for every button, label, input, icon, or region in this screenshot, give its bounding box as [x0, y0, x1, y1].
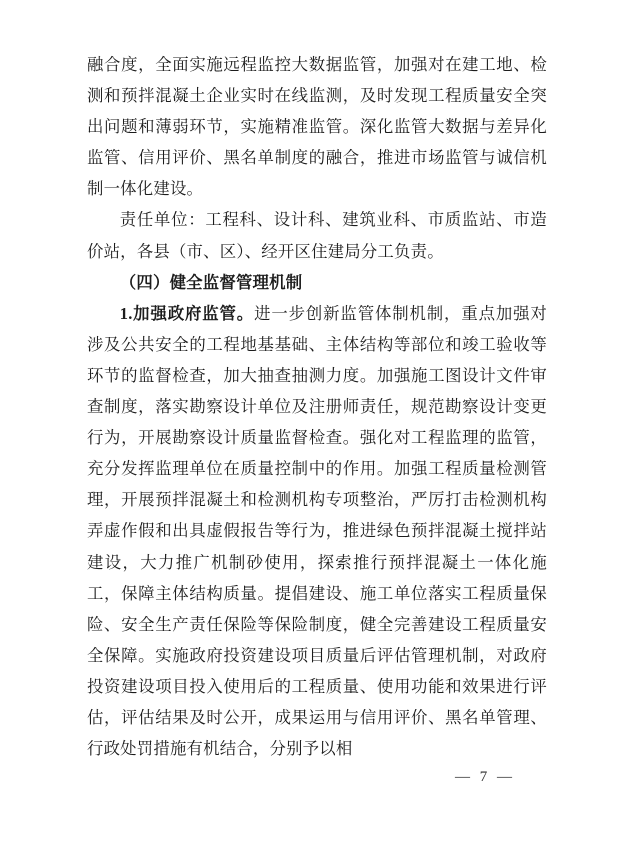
- page-number: — 7 —: [455, 769, 515, 785]
- item1-body-text: 进一步创新监管体制机制，重点加强对涉及公共安全的工程地基基础、主体结构等部位和竣工验收等环节的监督检查，加大抽查抽测力度。加强施工图设计文件审查制度，落实勘察设计单位及注册师责任，规范勘察设计变更行为，开展勘察设计质量监督检查。强化对工程监理的监管，充分发挥监理单位在质量控制中的作用。加强工程质量检测管理，开展预拌混凝土和检测机构专项整治，严厉打击检测机构弄虚作假和出具虚假报告等行为，推进绿色预拌混凝土搅拌站建设，大力推广机制砂使用，探索推行预拌混凝土一体化施工，保障主体结构质量。提倡建设、施工单位落实工程质量保险、安全生产责任保险等保险制度，健全完善建设工程质量安全保障。实施政府投资建设项目质量后评估管理机制，对政府投资建设项目投入使用后的工程质量、使用功能和效果进行评估，评估结果及时公开，成果运用与信用评价、黑名单管理、行政处罚措施有机结合，分别予以相: [87, 303, 548, 759]
- section-heading-4: （四）健全监督管理机制: [119, 272, 303, 292]
- paragraph-continuation: 融合度，全面实施远程监控大数据监管，加强对在建工地、检测和预拌混凝土企业实时在线监测，及时发现工程质量安全突出问题和薄弱环节，实施精准监管。深化监管大数据与差异化监管、信用评价、黑名单制度的融合，推进市场监管与诚信机制一体化建设。: [87, 55, 547, 199]
- paragraph-item1: [87, 298, 547, 764]
- page-body-text: [87, 49, 547, 764]
- paragraph-responsible-units: 责任单位：工程科、设计科、建筑业科、市质监站、市造价站，各县（市、区）、经开区住建局分工负责。: [87, 210, 547, 261]
- item1-bold-lead: 1.加强政府监管。: [119, 303, 255, 323]
